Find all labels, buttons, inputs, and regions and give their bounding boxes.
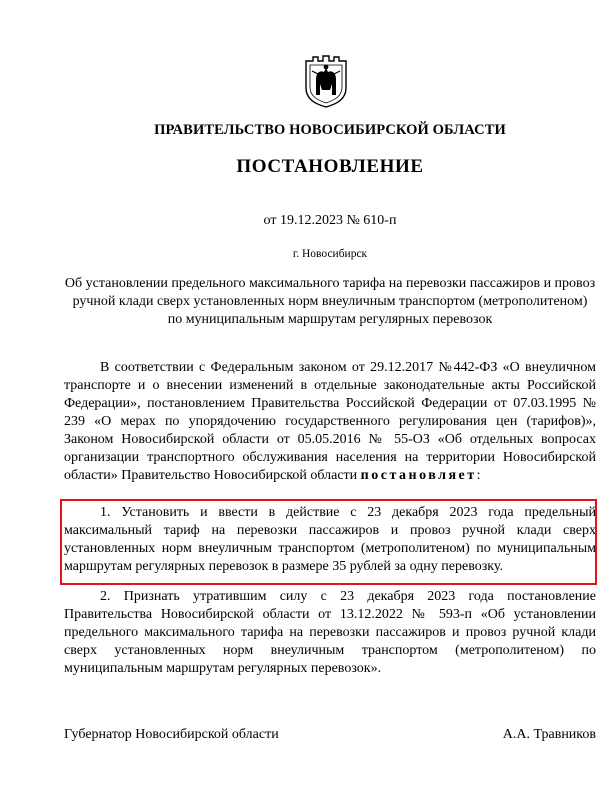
clause-2: 2. Признать утратившим силу с 23 декабря 2023 года постановление Правительства Новосибирской области от 13.12.2022 № 593-п «Об установлении предельного максимального тарифа на перевозки пассажиров и провоз ручной клади сверх установленных норм внеуличным транспортом (метрополитеном) по муниципальным маршрутам регулярных перевозок». — [64, 589, 596, 676]
novosibirsk-coat-of-arms-icon — [304, 54, 348, 108]
preamble-paragraph — [64, 359, 596, 485]
resolves-word: постановляет — [360, 468, 477, 483]
clause-1: 1. Установить и ввести в действие с 23 декабря 2023 года предельный максимальный тариф на перевозки пассажиров и провоз ручной клади сверх установленных норм внеуличным транспортом (метрополитеном) по муниципальным маршрутам регулярных перевозок в размере 35 рублей за одну перевозку. — [64, 505, 596, 574]
document-type: ПОСТАНОВЛЕНИЕ — [236, 156, 424, 177]
signatory-name: А.А. Травников — [502, 727, 596, 742]
clause-1-highlight — [60, 499, 597, 585]
preamble-text: В соответствии с Федеральным законом от 29.12.2017 №442-ФЗ «О внеуличном транспорте и о внесении изменений в отдельные законодательные акты Российской Федерации», постановлением Правительства Российской Федерации от 07.03.1995 № 239 «О мерах по упорядочению государственного регулирования цен (тарифов)», Законом Новосибирской области от 05.05.2016 № 55-ОЗ «Об отдельных вопросах организации транспортного обслуживания населения на территории Новосибирской области» Правительство Новосибирской области — [64, 360, 596, 483]
organization-title: ПРАВИТЕЛЬСТВО НОВОСИБИРСКОЙ ОБЛАСТИ — [154, 122, 506, 138]
document-date-number: от 19.12.2023 № 610-п — [263, 213, 397, 228]
document-city: г. Новосибирск — [292, 248, 368, 260]
preamble-colon: : — [476, 468, 481, 483]
signatory-position: Губернатор Новосибирской области — [64, 727, 279, 742]
document-subject: Об установлении предельного максимального тарифа на перевозки пассажиров и провоз ручной клади сверх установленных норм внеуличным транспортом (метрополитеном) по муниципальным маршрутам регулярных перевозок — [64, 276, 596, 327]
